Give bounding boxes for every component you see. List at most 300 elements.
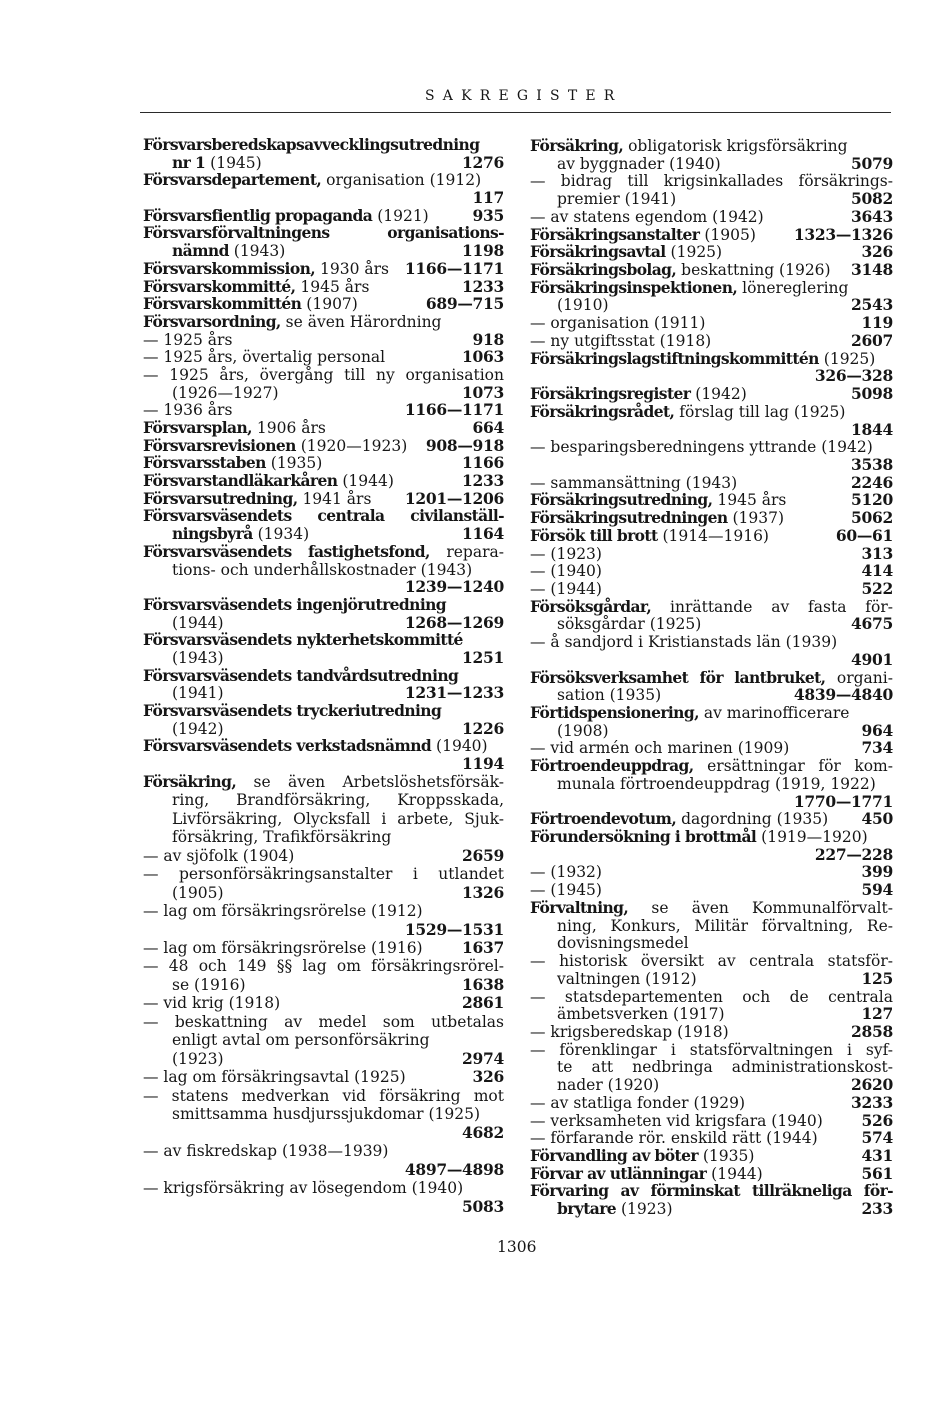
index-line (530, 332, 893, 350)
page-reference: 326 (472, 1067, 504, 1087)
page-reference: 964 (861, 720, 893, 740)
entry-text (143, 331, 465, 349)
entry-term: Förtroendevotum, (530, 809, 677, 829)
entry-text (143, 543, 504, 561)
entry-detail: — historisk översikt av centrala statsför- (530, 952, 893, 971)
page-reference: 1231—1233 (404, 683, 504, 703)
page-number: 1306 (497, 1238, 537, 1256)
index-line (143, 902, 504, 920)
entry-detail: — krigsberedskap (1918) (530, 1022, 729, 1041)
entry-detail: dagordning (1935) (681, 810, 829, 829)
entry-detail: försäkring, Trafikförsäkring (172, 828, 392, 847)
index-line (143, 454, 504, 472)
page-reference: 326 (861, 242, 893, 262)
page-reference: 1529—1531 (404, 919, 504, 939)
page-reference: 313 (861, 543, 893, 563)
index-line (143, 207, 504, 225)
entry-term: Försvarskommission, (143, 258, 316, 278)
entry-term: Försvarsordning, (143, 311, 281, 331)
entry-term: Förvaltning, (530, 897, 629, 917)
page-reference: 1198 (462, 241, 504, 261)
entry-text (143, 994, 454, 1012)
index-line (143, 507, 504, 525)
index-line (143, 1179, 504, 1197)
index-line (143, 189, 504, 207)
entry-detail: organi- (836, 668, 893, 687)
index-line (530, 846, 893, 864)
index-line (143, 596, 504, 614)
index-line (143, 437, 504, 455)
index-line (143, 649, 504, 667)
entry-detail: (1905) (704, 225, 756, 244)
entry-detail: (1923) (172, 1049, 224, 1068)
index-line (143, 921, 504, 939)
entry-term: Förundersökning i brottmål (530, 827, 757, 847)
entry-detail: 1906 års (256, 419, 326, 437)
page-reference: 119 (861, 313, 893, 333)
index-line (143, 561, 504, 579)
entry-text (530, 722, 854, 740)
page-reference: 1326 (462, 882, 504, 902)
entry-text (530, 1094, 843, 1112)
entry-text (143, 737, 504, 755)
page-reference: 1226 (462, 718, 504, 738)
index-line (530, 686, 893, 704)
entry-text (143, 490, 397, 508)
index-line (530, 863, 893, 881)
entry-term: Försäkringsrådet, (530, 401, 675, 421)
entry-text (143, 1179, 504, 1197)
entry-detail: ersättningar för kom- (707, 757, 893, 776)
entry-text (530, 775, 893, 793)
index-line (530, 438, 893, 456)
entry-text (530, 243, 854, 261)
index-line (530, 385, 893, 403)
entry-detail: (1943) (172, 648, 224, 667)
entry-detail: av byggnader (1940) (557, 154, 721, 173)
entry-text (530, 952, 893, 970)
entry-term: Försvarsväsendets centrala civilanställ- (143, 506, 504, 526)
entry-detail: (1925) (670, 243, 723, 262)
index-line (530, 1041, 893, 1059)
entry-text (143, 454, 454, 472)
index-line (143, 702, 504, 720)
index-line (530, 261, 893, 279)
entry-detail: — av statliga fonder (1929) (530, 1093, 746, 1112)
page-reference: 1844 (851, 419, 893, 439)
header-rule (140, 112, 891, 113)
page-reference: 125 (861, 968, 893, 988)
entry-text (530, 137, 893, 155)
entry-text (530, 296, 843, 314)
entry-text (530, 421, 843, 439)
index-line (143, 154, 504, 172)
page-reference: 561 (861, 1163, 893, 1183)
entry-detail: — 1925 års, övertalig personal (143, 348, 386, 367)
index-line (530, 651, 893, 669)
entry-text (530, 810, 854, 828)
entry-text (530, 1200, 854, 1218)
index-line (530, 1058, 893, 1076)
page-reference: 431 (861, 1145, 893, 1165)
entry-text (530, 385, 843, 403)
index-line (143, 1161, 504, 1179)
index-line (143, 313, 504, 331)
index-line (530, 739, 893, 757)
entry-term: Försäkringsanstalter (530, 224, 700, 244)
index-line (143, 810, 504, 828)
entry-detail: (1907) (306, 295, 358, 314)
index-line (530, 615, 893, 633)
page-reference: 1637 (462, 937, 504, 957)
index-line (143, 631, 504, 649)
entry-term: Försäkringslagstiftningskommittén (530, 348, 819, 368)
entry-text (143, 702, 504, 720)
entry-detail: (1942) (172, 719, 224, 738)
entry-text (530, 332, 843, 350)
entry-text (530, 350, 893, 368)
entry-text (143, 154, 454, 172)
index-line (143, 865, 504, 883)
page-reference: 1063 (462, 347, 504, 367)
entry-detail: Livförsäkring, Olycksfall i arbete, Sjuk- (172, 809, 504, 828)
index-line (530, 828, 893, 846)
page-reference: 127 (861, 1004, 893, 1024)
index-line (143, 366, 504, 384)
entry-text (530, 580, 854, 598)
entry-term: Förvandling av böter (530, 1145, 698, 1165)
entry-detail: söksgårdar (1925) (557, 615, 702, 634)
page-reference: 5079 (851, 153, 893, 173)
page-reference: 2543 (851, 295, 893, 315)
index-line (530, 722, 893, 740)
entry-text (530, 314, 854, 332)
index-line (143, 136, 504, 154)
entry-term: Försvarsväsendets verkstadsnämnd (143, 736, 432, 756)
entry-detail: — förenklingar i statsförvaltningen i syf- (530, 1040, 893, 1059)
entry-detail: (1926—1927) (172, 383, 279, 402)
entry-term: Försvarsberedskapsavvecklingsutredning (143, 135, 480, 154)
entry-term: Försöksgårdar, (530, 596, 652, 616)
entry-term: Försäkring, (530, 136, 624, 155)
index-line (530, 155, 893, 173)
entry-detail: 1930 års (319, 259, 389, 278)
index-line (143, 1198, 504, 1216)
entry-text (530, 208, 843, 226)
entry-text (143, 1198, 454, 1216)
entry-detail: 1945 års (300, 277, 370, 296)
page-reference: 1164 (462, 524, 504, 544)
page-reference: 2659 (462, 845, 504, 865)
index-line (530, 793, 893, 811)
index-line (143, 828, 504, 846)
right-column (530, 137, 893, 1218)
index-line (530, 243, 893, 261)
page-reference: 1638 (462, 974, 504, 994)
page-reference: 1166 (462, 453, 504, 473)
entry-term: nämnd (172, 241, 229, 261)
entry-detail: — (1944) (530, 579, 602, 598)
entry-text (530, 155, 843, 173)
index-line (143, 720, 504, 738)
entry-detail: — bidrag till krigsinkallades försäkrings- (530, 172, 893, 191)
entry-text (143, 810, 504, 828)
entry-detail: — krigsförsäkring av lösegendom (1940) (143, 1179, 464, 1198)
entry-detail: (1910) (557, 296, 609, 315)
index-line (143, 348, 504, 366)
entry-text (530, 739, 854, 757)
entry-text (530, 438, 893, 456)
entry-term: Försvarsväsendets fastighetsfond, (143, 541, 430, 561)
index-line (530, 1147, 893, 1165)
entry-text (143, 348, 454, 366)
entry-term: Försäkringsutredningen (530, 508, 728, 528)
page-reference: 4897—4898 (404, 1159, 504, 1179)
entry-detail: lönereglering (742, 278, 849, 297)
index-line (530, 917, 893, 935)
entry-detail: — å sandjord i Kristianstads län (1939) (530, 633, 838, 652)
page-reference: 2246 (851, 472, 893, 492)
entry-text (143, 976, 454, 994)
page-reference: 1166—1171 (404, 400, 504, 420)
entry-text (143, 865, 504, 883)
entry-text (530, 403, 893, 421)
entry-detail: beskattning (1926) (681, 261, 831, 280)
page-reference: 3233 (851, 1092, 893, 1112)
index-line (143, 614, 504, 632)
page-reference: 689—715 (425, 294, 504, 314)
entry-term: brytare (557, 1199, 617, 1219)
page-reference: 2620 (851, 1075, 893, 1095)
entry-text (530, 545, 854, 563)
entry-term: Försvarsfientlig propaganda (143, 205, 373, 225)
index-line (530, 934, 893, 952)
entry-text (143, 136, 504, 154)
entry-detail: (1944) (172, 613, 224, 632)
index-line (530, 881, 893, 899)
entry-text (530, 1129, 854, 1147)
entry-text (143, 939, 454, 957)
index-line (143, 525, 504, 543)
page-reference: 1233 (462, 276, 504, 296)
entry-detail: av marinofficerare (703, 704, 850, 722)
entry-text (143, 525, 454, 543)
index-line (143, 384, 504, 402)
entry-term: Försäkringsregister (530, 384, 691, 404)
entry-text (530, 1058, 893, 1076)
entry-term: Försäkring, (143, 771, 237, 791)
entry-text (530, 474, 843, 492)
entry-text (143, 578, 397, 596)
entry-detail: — av fiskredskap (1938—1939) (143, 1142, 389, 1161)
index-line (530, 1129, 893, 1147)
entry-text (530, 686, 786, 704)
index-line (143, 684, 504, 702)
index-line (530, 1005, 893, 1023)
index-line (530, 598, 893, 616)
page-reference: 1239—1240 (404, 577, 504, 597)
page-reference: 1166—1171 (404, 258, 504, 278)
index-line (143, 1050, 504, 1068)
entry-text (143, 1105, 504, 1123)
page-reference: 4682 (462, 1122, 504, 1142)
entry-text (530, 651, 843, 669)
index-line (143, 224, 504, 242)
entry-text (530, 1165, 854, 1183)
index-line (530, 1112, 893, 1130)
entry-detail: — organisation (1911) (530, 314, 706, 333)
page-reference: 5098 (851, 384, 893, 404)
page-reference: 1770—1771 (793, 791, 893, 811)
entry-detail: (1937) (732, 509, 785, 528)
entry-text (143, 773, 504, 791)
entry-detail: premier (1941) (557, 190, 677, 209)
page-reference: 5082 (851, 189, 893, 209)
index-line (143, 667, 504, 685)
page-reference: 4901 (851, 649, 893, 669)
entry-text (143, 561, 504, 579)
entry-text (143, 507, 504, 525)
entry-detail: se även Kommunalförvalt- (651, 898, 893, 917)
entry-detail: — av sjöfolk (1904) (143, 846, 295, 865)
index-line (530, 509, 893, 527)
page-reference: 3148 (851, 260, 893, 280)
page-reference: 5083 (462, 1196, 504, 1216)
page-reference: 1233 (462, 471, 504, 491)
index-line (530, 988, 893, 1006)
entry-detail: nader (1920) (557, 1076, 660, 1095)
entry-detail: — statsdepartementen och de centrala (530, 987, 893, 1006)
page-reference: 2858 (851, 1021, 893, 1041)
entry-term: Försöksverksamhet för lantbruket, (530, 667, 826, 687)
entry-detail: (1923) (620, 1200, 673, 1219)
entry-detail: (1920—1923) (300, 436, 408, 455)
entry-text (530, 704, 893, 722)
entry-text (530, 509, 843, 527)
entry-text (530, 261, 843, 279)
entry-text (530, 491, 843, 509)
entry-detail: — ny utgiftsstat (1918) (530, 331, 712, 350)
entry-detail: (1944) (711, 1164, 763, 1183)
index-line (143, 419, 504, 437)
entry-text (530, 863, 854, 881)
entry-detail: (1943) (233, 242, 286, 261)
index-line (530, 775, 893, 793)
entry-detail: — 48 och 149 §§ lag om försäkringsrörel- (143, 957, 504, 976)
page-reference: 3643 (851, 206, 893, 226)
entry-detail: sation (1935) (557, 686, 662, 705)
entry-term: Försäkringsbolag, (530, 260, 677, 280)
entry-text (143, 1161, 397, 1179)
entry-detail: obligatorisk krigsförsäkring (628, 137, 848, 155)
entry-text (530, 757, 893, 775)
index-line (143, 401, 504, 419)
entry-detail: ring, Brandförsäkring, Kroppsskada, (172, 791, 504, 810)
index-line (530, 279, 893, 297)
entry-text (530, 1147, 854, 1165)
entry-text (143, 366, 504, 384)
entry-text (143, 614, 397, 632)
entry-term: Förvar av utlänningar (530, 1163, 707, 1183)
page-reference: 233 (861, 1199, 893, 1219)
page-reference: 1073 (462, 382, 504, 402)
entry-term: Försvarsstaben (143, 453, 266, 473)
entry-term: Försvarsplan, (143, 418, 252, 437)
index-line (143, 1142, 504, 1160)
entry-detail: — vid armén och marinen (1909) (530, 739, 790, 758)
entry-text (530, 226, 786, 244)
entry-detail: se även Härordning (285, 312, 442, 331)
page-reference: 450 (861, 809, 893, 829)
page-reference: 734 (861, 738, 893, 758)
index-line (530, 580, 893, 598)
entry-detail: (1944) (342, 472, 394, 491)
entry-text (143, 437, 418, 455)
index-line (143, 1013, 504, 1031)
entry-text (530, 988, 893, 1006)
index-line (530, 137, 893, 155)
index-line (530, 1076, 893, 1094)
entry-text (143, 1087, 504, 1105)
index-line (530, 633, 893, 651)
index-line (143, 994, 504, 1012)
entry-text (530, 598, 893, 616)
entry-detail: (1945) (210, 153, 262, 172)
index-line (143, 543, 504, 561)
entry-text (143, 260, 397, 278)
index-line (143, 295, 504, 313)
entry-text (530, 970, 854, 988)
index-line (530, 190, 893, 208)
entry-detail: — (1940) (530, 562, 602, 581)
entry-detail: — 1925 års (143, 330, 233, 349)
entry-detail: enligt avtal om personförsäkring (172, 1031, 430, 1050)
entry-detail: ämbetsverken (1917) (557, 1005, 725, 1024)
entry-term: Försvarskommitté, (143, 276, 296, 296)
index-line (530, 545, 893, 563)
entry-detail: smittsamma husdjurssjukdomar (1925) (172, 1105, 481, 1124)
entry-text (143, 684, 397, 702)
entry-detail: 1941 års (302, 489, 372, 508)
entry-detail: (1940) (436, 737, 488, 756)
entry-detail: dovisningsmedel (557, 934, 689, 953)
index-line (530, 350, 893, 368)
index-line (143, 171, 504, 189)
entry-text (143, 1142, 504, 1160)
entry-text (530, 172, 893, 190)
page-reference: 1276 (462, 152, 504, 172)
entry-text (530, 917, 893, 935)
entry-term: Försvarsväsendets nykterhetskommitté (143, 630, 463, 650)
index-line (143, 472, 504, 490)
entry-text (530, 1023, 843, 1041)
index-line (530, 296, 893, 314)
page-reference: 326—328 (814, 366, 893, 386)
entry-text (143, 720, 454, 738)
entry-text (530, 1041, 893, 1059)
entry-text (530, 562, 854, 580)
index-line (530, 527, 893, 545)
page-reference: 935 (472, 205, 504, 225)
entry-text (530, 828, 893, 846)
entry-detail: förslag till lag (1925) (679, 402, 846, 421)
entry-text (143, 791, 504, 809)
entry-term: Förvaring av förminskat tillräkneliga för- (530, 1181, 893, 1201)
index-line (143, 260, 504, 278)
index-line (530, 172, 893, 190)
page-reference: 4839—4840 (793, 685, 893, 705)
entry-text (143, 171, 504, 189)
